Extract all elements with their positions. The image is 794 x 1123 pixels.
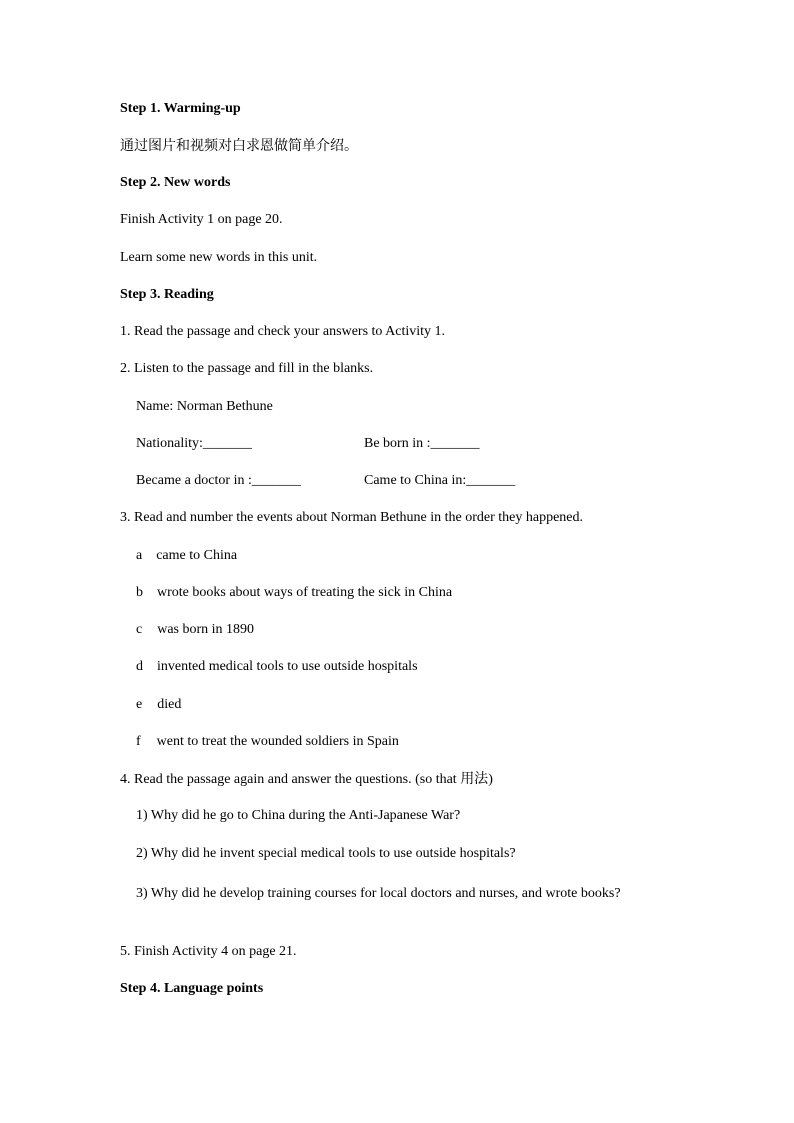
event-letter: e [136,697,143,712]
question-2: 2) Why did he invent special medical tools to use outside hospitals? [136,846,516,861]
doctor-in-blank: Became a doctor in :_______ [136,473,301,488]
question-3: 3) Why did he develop training courses for local doctors and nurses, and wrote books? [136,886,621,901]
step2-activity-line: Finish Activity 1 on page 20. [120,212,283,227]
event-letter: a [136,548,143,563]
nationality-blank: Nationality:_______ [136,436,252,451]
event-letter: b [136,585,143,600]
china-in-blank: Came to China in:_______ [364,473,516,488]
step1-heading: Step 1. Warming-up [120,101,241,116]
reading-item-2: 2. Listen to the passage and fill in the blanks. [120,361,374,376]
event-text: was born in 1890 [157,622,255,637]
event-item [136,696,181,714]
event-text: came to China [156,548,238,563]
step2-words-line: Learn some new words in this unit. [120,250,318,265]
event-item [136,733,399,751]
reading-item-4: 4. Read the passage again and answer the questions. (so that 用法) [120,771,493,787]
event-letter: d [136,659,143,674]
question-1: 1) Why did he go to China during the Anti-Japanese War? [136,808,461,823]
name-line: Name: Norman Bethune [136,399,273,414]
event-letter: c [136,622,143,637]
event-item [136,658,418,676]
event-text: died [157,697,182,712]
event-item [136,621,254,639]
born-in-blank: Be born in :_______ [364,436,480,451]
event-text: wrote books about ways of treating the sick in China [157,585,453,600]
step4-heading: Step 4. Language points [120,981,264,996]
reading-item-5: 5. Finish Activity 4 on page 21. [120,944,297,959]
step1-text: 通过图片和视频对白求恩做简单介绍。 [120,138,358,154]
reading-item-3: 3. Read and number the events about Norman Bethune in the order they happened. [120,510,584,525]
step3-heading: Step 3. Reading [120,287,214,302]
event-text: went to treat the wounded soldiers in Spain [156,734,399,749]
event-text: invented medical tools to use outside hospitals [157,659,418,674]
event-item [136,584,452,602]
reading-item-1: 1. Read the passage and check your answers to Activity 1. [120,324,446,339]
event-item [136,547,237,565]
step2-heading: Step 2. New words [120,175,231,190]
event-letter: f [136,734,141,749]
